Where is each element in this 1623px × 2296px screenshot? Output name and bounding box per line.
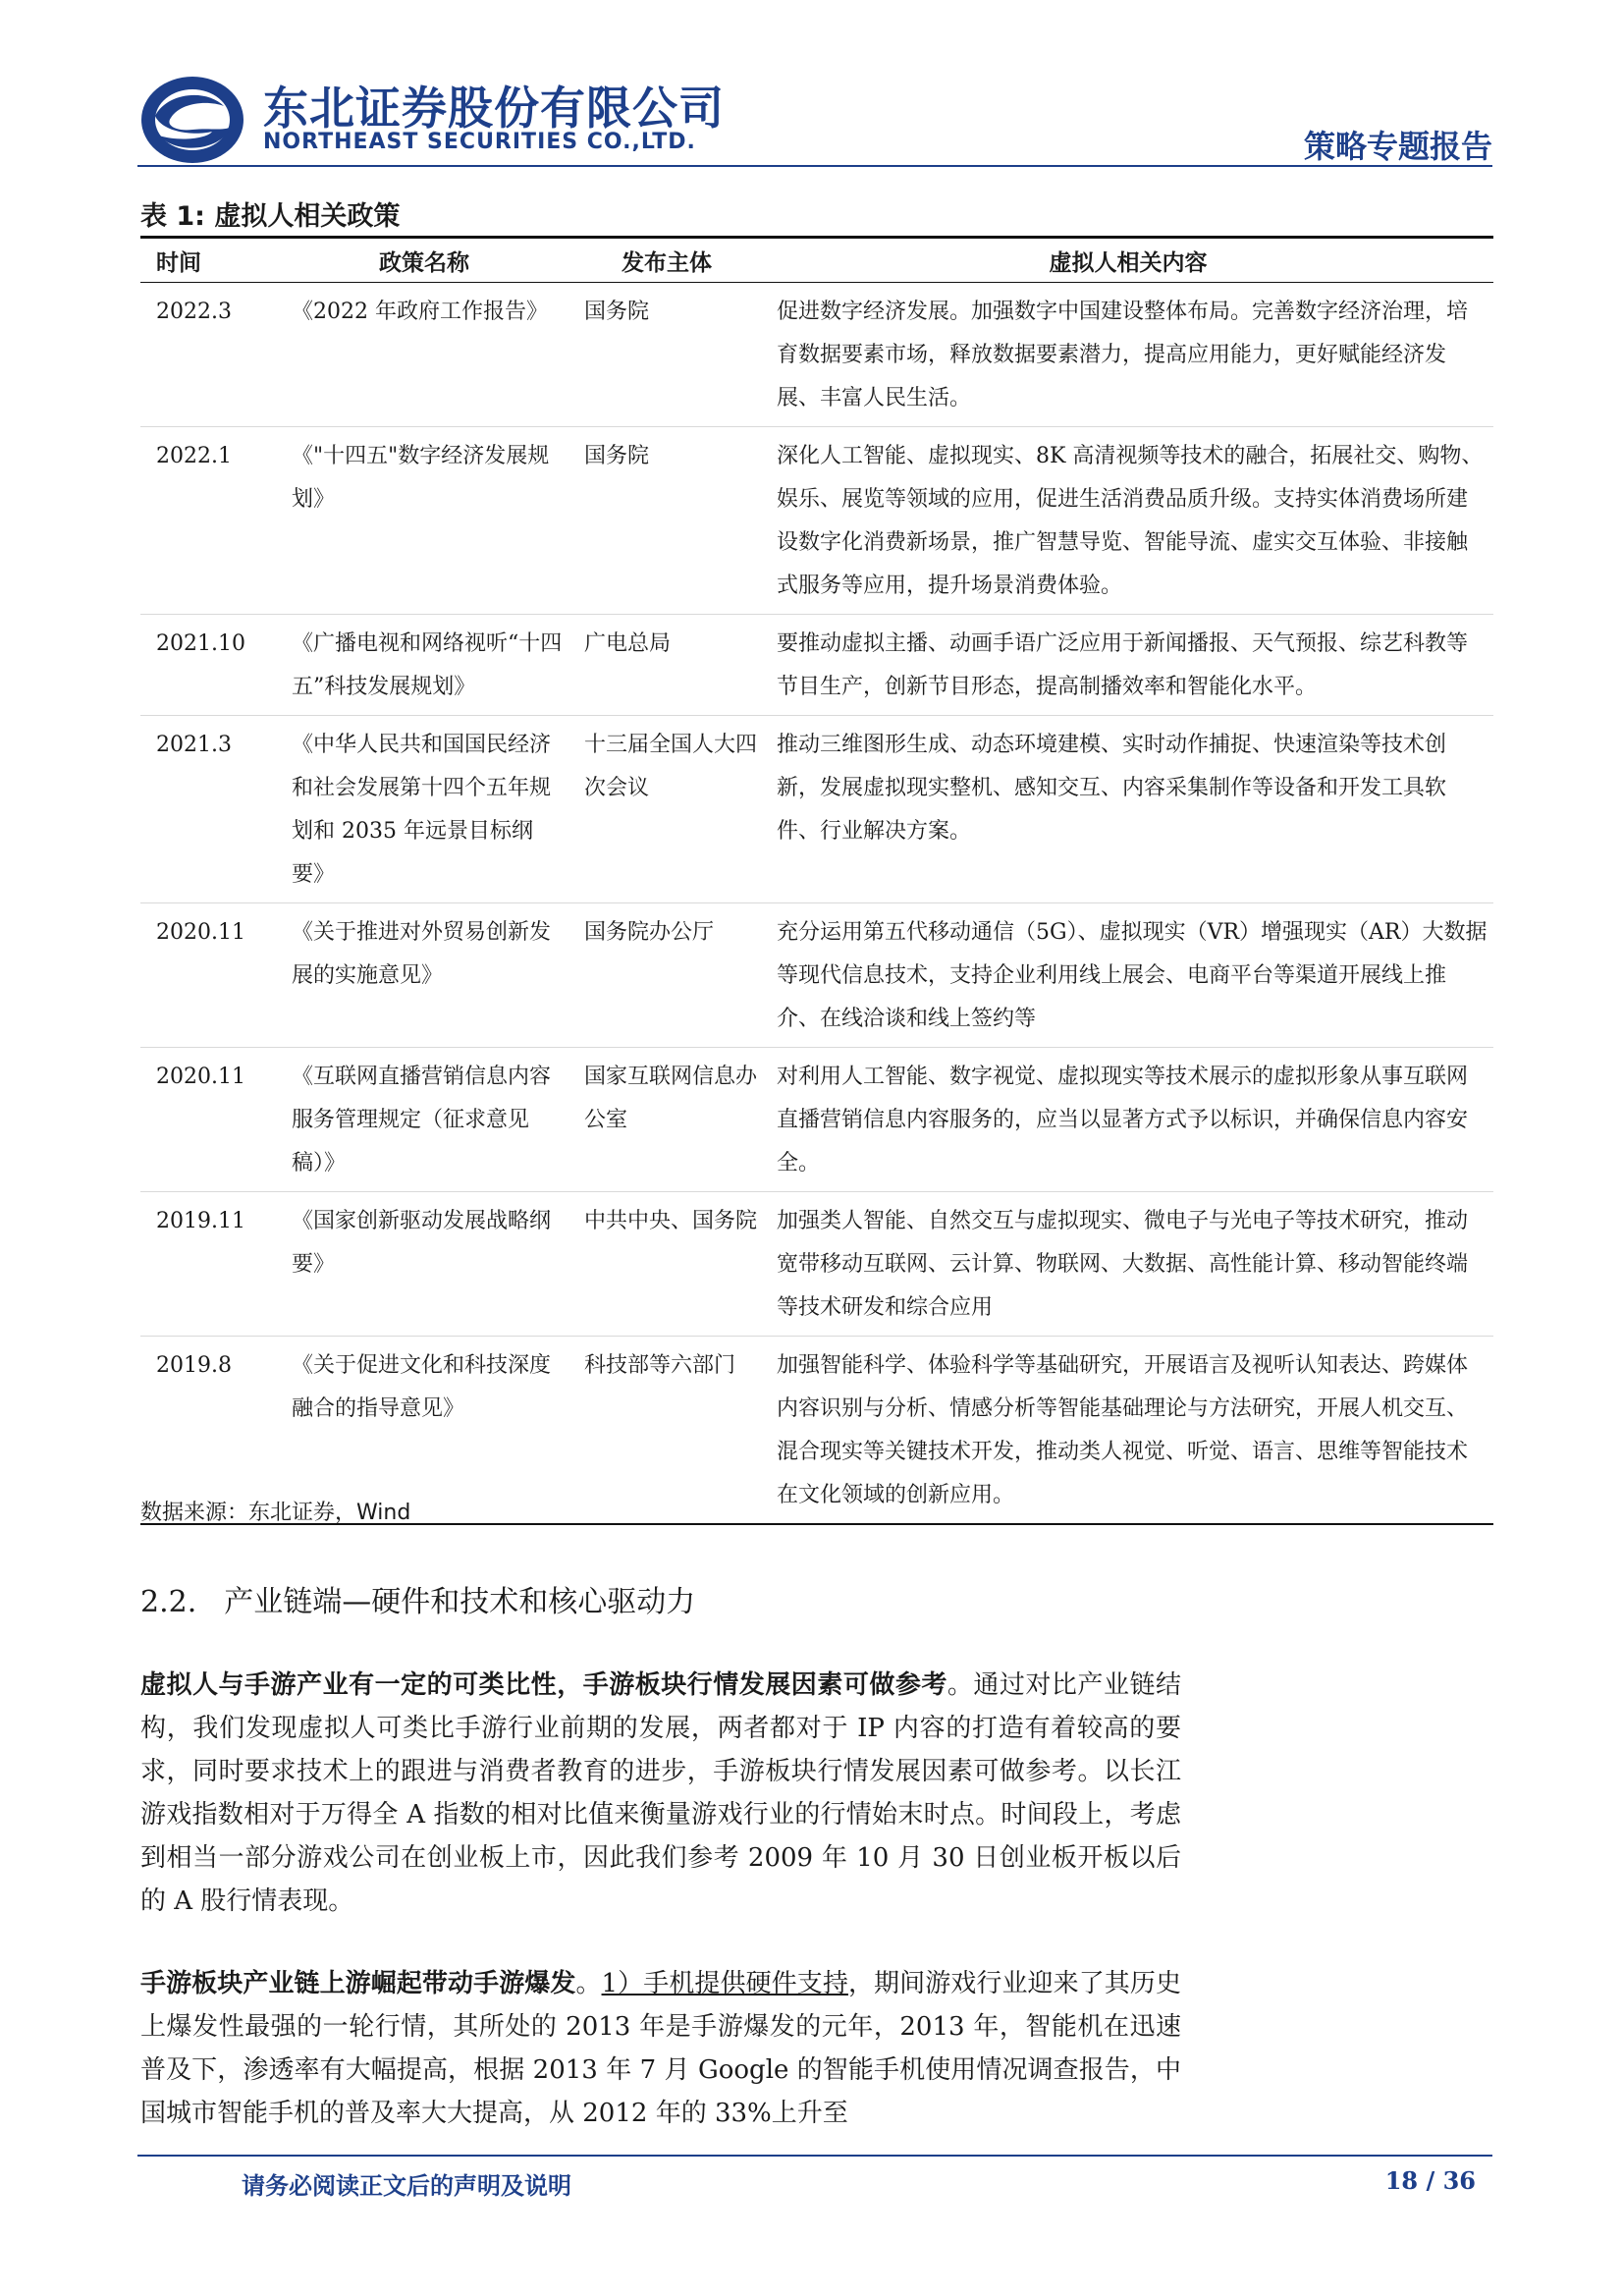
table-row: [140, 427, 1493, 615]
cell-content: 深化人工智能、虚拟现实、8K 高清视频等技术的融合，拓展社交、购物、娱乐、展览等领域的应用，促进生活消费品质升级。支持实体消费场所建设数字化消费新场景，推广智慧导览、智能导流、虚实交互体验、非接触式服务等应用，提升场景消费体验。: [763, 427, 1493, 615]
cell-issuer: 国务院办公厅: [570, 903, 763, 1048]
northeast-securities-logo-icon: [137, 71, 247, 169]
company-name-en: NORTHEAST SECURITIES CO.,LTD.: [263, 130, 696, 154]
header-divider: [137, 165, 1492, 167]
page-number: 18 / 36: [1384, 2166, 1476, 2195]
footer-divider: [137, 2155, 1492, 2157]
cell-date: 2021.3: [140, 716, 278, 903]
cell-date: 2020.11: [140, 903, 278, 1048]
cell-policy: 《"十四五"数字经济发展规划》: [278, 427, 570, 615]
policy-table: [140, 236, 1493, 1525]
cell-date: 2019.8: [140, 1337, 278, 1525]
cell-date: 2022.3: [140, 283, 278, 427]
cell-issuer: 中共中央、国务院: [570, 1192, 763, 1337]
cell-date: 2019.11: [140, 1192, 278, 1337]
section-title: 产业链端—硬件和技术和核心驱动力: [224, 1585, 696, 1619]
paragraph-2-underlined: 1）手机提供硬件支持: [601, 1969, 848, 1998]
cell-policy: 《互联网直播营销信息内容服务管理规定（征求意见稿）》: [278, 1048, 570, 1192]
cell-policy: 《关于推进对外贸易创新发展的实施意见》: [278, 903, 570, 1048]
cell-issuer: 国家互联网信息办公室: [570, 1048, 763, 1192]
table-row: [140, 283, 1493, 427]
report-type-label: 策略专题报告: [1303, 128, 1492, 165]
section-heading: [140, 1577, 695, 1620]
section-number: 2.2.: [140, 1585, 197, 1619]
table-row: [140, 903, 1493, 1048]
cell-policy: 《国家创新驱动发展战略纲要》: [278, 1192, 570, 1337]
column-header-date: 时间: [140, 238, 278, 283]
paragraph-1-body: 。通过对比产业链结构，我们发现虚拟人可类比手游行业前期的发展，两者都对于 IP 内容的打造有着较高的要求，同时要求技术上的跟进与消费者教育的进步，手游板块行情发展因素可做参考。以长江游戏指数相对于万得全 A 指数的相对比值来衡量游戏行业的行情始末时点。时间段上，考虑到相当一部分游戏公司在创业板上市，因此我们参考 2009 年 10 月 30 日创业板开板以后的 A 股行情表现。: [140, 1670, 1181, 1916]
company-name-cn: 东北证券股份有限公司: [263, 82, 725, 135]
cell-content: 加强类人智能、自然交互与虚拟现实、微电子与光电子等技术研究，推动宽带移动互联网、云计算、物联网、大数据、高性能计算、移动智能终端等技术研发和综合应用: [763, 1192, 1493, 1337]
cell-content: 促进数字经济发展。加强数字中国建设整体布局。完善数字经济治理，培育数据要素市场，释放数据要素潜力，提高应用能力，更好赋能经济发展、丰富人民生活。: [763, 283, 1493, 427]
paragraph-2-lead: 手游板块产业链上游崛起带动手游爆发: [140, 1969, 576, 1998]
cell-date: 2021.10: [140, 615, 278, 716]
cell-policy: 《关于促进文化和科技深度融合的指导意见》: [278, 1337, 570, 1525]
cell-date: 2022.1: [140, 427, 278, 615]
table-row: [140, 1192, 1493, 1337]
cell-content: 对利用人工智能、数字视觉、虚拟现实等技术展示的虚拟形象从事互联网直播营销信息内容服务的，应当以显著方式予以标识，并确保信息内容安全。: [763, 1048, 1493, 1192]
column-header-issuer: 发布主体: [570, 238, 763, 283]
footer-disclaimer-notice: 请务必阅读正文后的声明及说明: [242, 2172, 571, 2200]
paragraph-1-lead: 虚拟人与手游产业有一定的可类比性，手游板块行情发展因素可做参考: [140, 1670, 947, 1700]
paragraph-2-sep: 。: [575, 1969, 602, 1998]
paragraph-2: [140, 1962, 1181, 2135]
cell-content: 推动三维图形生成、动态环境建模、实时动作捕捉、快速渲染等技术创新，发展虚拟现实整机、感知交互、内容采集制作等设备和开发工具软件、行业解决方案。: [763, 716, 1493, 903]
cell-content: 加强智能科学、体验科学等基础研究，开展语言及视听认知表达、跨媒体内容识别与分析、情感分析等智能基础理论与方法研究，开展人机交互、混合现实等关键技术开发，推动类人视觉、听觉、语言、思维等智能技术在文化领域的创新应用。: [763, 1337, 1493, 1525]
column-header-policy: 政策名称: [278, 238, 570, 283]
paragraph-2-body: ，期间游戏行业迎来了其历史上爆发性最强的一轮行情，其所处的 2013 年是手游爆发的元年，2013 年，智能机在迅速普及下，渗透率有大幅提高，根据 2013 年 7 月 Google 的智能手机使用情况调查报告，中国城市智能手机的普及率大大提高，从 2012 年的 33%上升至: [140, 1969, 1181, 2128]
cell-date: 2020.11: [140, 1048, 278, 1192]
table-source-note: 数据来源：东北证券，Wind: [140, 1501, 411, 1525]
cell-content: 要推动虚拟主播、动画手语广泛应用于新闻播报、天气预报、综艺科教等节目生产，创新节目形态，提高制播效率和智能化水平。: [763, 615, 1493, 716]
table-header-row: [140, 238, 1493, 283]
table-row: [140, 1048, 1493, 1192]
cell-issuer: 十三届全国人大四次会议: [570, 716, 763, 903]
cell-policy: 《2022 年政府工作报告》: [278, 283, 570, 427]
cell-content: 充分运用第五代移动通信（5G）、虚拟现实（VR）增强现实（AR）大数据等现代信息技术，支持企业利用线上展会、电商平台等渠道开展线上推介、在线洽谈和线上签约等: [763, 903, 1493, 1048]
column-header-content: 虚拟人相关内容: [763, 238, 1493, 283]
table-row: [140, 615, 1493, 716]
cell-issuer: 广电总局: [570, 615, 763, 716]
cell-issuer: 国务院: [570, 427, 763, 615]
cell-policy: 《广播电视和网络视听“十四五”科技发展规划》: [278, 615, 570, 716]
cell-policy: 《中华人民共和国国民经济和社会发展第十四个五年规划和 2035 年远景目标纲要》: [278, 716, 570, 903]
cell-issuer: 国务院: [570, 283, 763, 427]
cell-issuer: 科技部等六部门: [570, 1337, 763, 1525]
table-row: [140, 716, 1493, 903]
paragraph-1: [140, 1664, 1181, 1923]
table-caption: 表 1: 虚拟人相关政策: [140, 201, 401, 232]
